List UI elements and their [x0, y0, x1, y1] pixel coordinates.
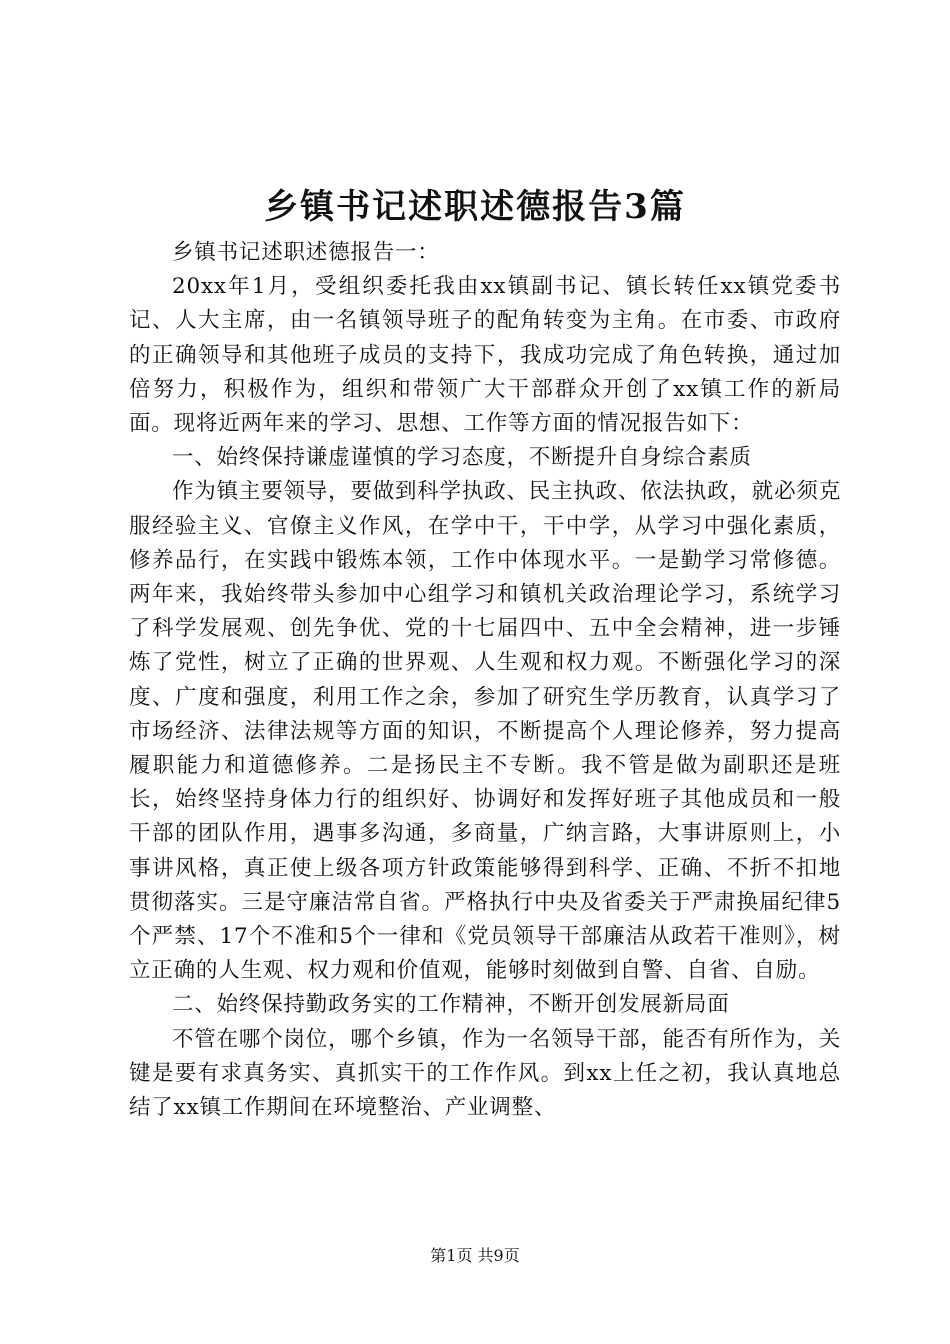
paragraph-study: 作为镇主要领导，要做到科学执政、民主执政、依法执政，就必须克服经验主义、官僚主义作风，在学中干，干中学，从学习中强化素质，修养品行，在实践中锻炼本领，工作中体现水平。一是勤学习常修德。两年来，我始终带头参加中心组学习和镇机关政治理论学习，系统学习了科学发展观、创先争优、党的十七届四中、五中全会精神，进一步锤炼了党性，树立了正确的世界观、人生观和权力观。不断强化学习的深度、广度和强度，利用工作之余，参加了研究生学历教育，认真学习了市场经济、法律法规等方面的知识，不断提高个人理论修养，努力提高履职能力和道德修养。二是扬民主不专断。我不管是做为副职还是班长，始终坚持身体力行的组织好、协调好和发挥好班子其他成员和一般干部的团队作用，遇事多沟通，多商量，广纳言路，大事讲原则上，小事讲风格，真正使上级各项方针政策能够得到科学、正确、不折不扣地贯彻落实。三是守廉洁常自省。严格执行中央及省委关于严肃换届纪律5个严禁、17个不准和5个一律和《党员领导干部廉洁从政若干准则》，树立正确的人生观、权力观和价值观，能够时刻做到自警、自省、自励。	[129, 479, 842, 984]
paragraph-work: 不管在哪个岗位，哪个乡镇，作为一名领导干部，能否有所作为，关键是要有求真务实、真抓实干的工作作风。到xx上任之初，我认真地总结了xx镇工作期间在环境整治、产业调整、	[129, 1026, 842, 1121]
paragraph-intro: 20xx年1月，受组织委托我由xx镇副书记、镇长转任xx镇党委书记、人大主席，由一名镇领导班子的配角转变为主角。在市委、市政府的正确领导和其他班子成员的支持下，我成功完成了角色转换，通过加倍努力，积极作为，组织和带领广大干部群众开创了xx镇工作的新局面。现将近两年来的学习、思想、工作等方面的情况报告如下：	[129, 274, 841, 437]
section-heading-report-one: 乡镇书记述职述德报告一：	[172, 240, 440, 265]
document-body	[129, 236, 841, 1125]
document-title: 乡镇书记述职述德报告3篇	[264, 187, 686, 227]
page-footer: 第1页 共9页	[430, 1246, 520, 1265]
section-heading-one: 一、始终保持谦虚谨慎的学习态度，不断提升自身综合素质	[172, 445, 752, 471]
section-heading-two: 二、始终保持勤政务实的工作精神，不断开创发展新局面	[172, 992, 730, 1018]
